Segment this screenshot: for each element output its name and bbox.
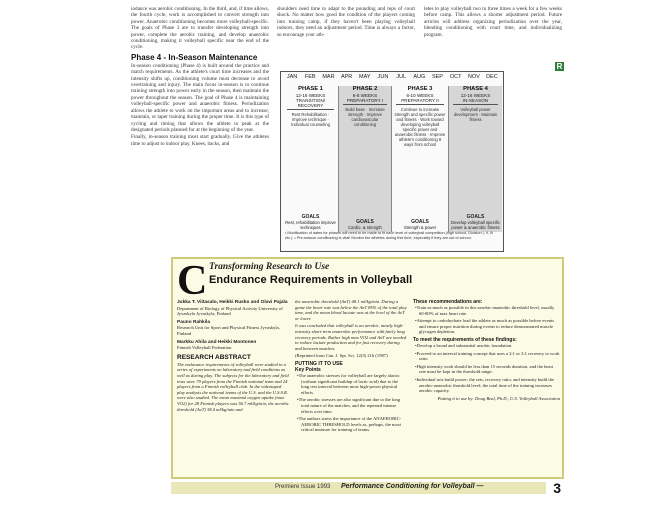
divider [287, 109, 334, 110]
phase-weeks: 12-16 WEEKS [460, 92, 491, 98]
month-label: JAN [286, 74, 298, 80]
month-label: AUG [413, 74, 426, 80]
phase-column-2 [338, 86, 391, 232]
phase-column-1 [283, 86, 338, 232]
abstract-heading: RESEARCH ABSTRACT [177, 353, 251, 361]
month-label: DEC [486, 74, 498, 80]
author-names: Jukka T. Viitasalo, Heikki Rusko and Olavi Pajala [177, 300, 288, 305]
article-paragraph: Finally, in-season training must start gradually. Give the athletes time to adjust to indoor play. Knees, backs, and [131, 134, 269, 147]
month-label: OCT [449, 74, 462, 80]
phase-weeks: 12-16 WEEKS [295, 92, 326, 98]
article-column-2 [277, 6, 415, 72]
finding: • Proceed to an interval training concept that uses a 2:1 or 3:1 recovery to work ratio. [413, 351, 560, 362]
author-names: Pauno Rahkila [177, 319, 211, 325]
finding: • Develop a broad and substantial aerobic foundation. [413, 343, 560, 349]
month-row [283, 74, 501, 84]
month-label: APR [340, 74, 353, 80]
article-end-mark: R [556, 62, 563, 71]
page-number: 3 [553, 480, 561, 496]
article-column-1 [131, 6, 269, 254]
key-point: • The authors stress the importance of the ANAEROBIC-AEROBIC THRESHOLD levels as, perhaps, the most critical measure for training of teams. [295, 416, 407, 433]
recommendation: • Attempt to carbohydrate load the athlete as much as possible before events and ensure proper nutrition during events to reduce demonstrated muscle glycogen depletion. [413, 318, 560, 335]
section-heading: Phase 4 - In-Season Maintenance [131, 52, 258, 62]
author-affiliation: Finnish Volleyball Federation [177, 345, 232, 351]
month-label: NOV [467, 74, 480, 80]
phase-name: PREPARATORY II [401, 97, 439, 103]
feature-column-3 [413, 299, 560, 479]
goals-heading: GOALS [411, 219, 429, 225]
phase-details: Volleyball power development · Maintain fitness [453, 106, 498, 122]
author-block [177, 299, 289, 317]
article-paragraph: shoulders need time to adapt to the pounding and reps of court shock. No matter how good the condition of the players coming into training camp, if they haven't been playing volleyball indoors, they need an adjustment period. Time is always a factor, so encourage your ath- [277, 6, 415, 38]
goals-text: Rest, rehabilitation improve techniques [285, 220, 336, 230]
goals-heading: GOALS [356, 219, 374, 225]
author-block [177, 319, 289, 337]
month-label: MAY [359, 74, 371, 80]
divider [343, 104, 387, 105]
divider [396, 104, 444, 105]
finding: • High intensity work should be less than 15 seconds duration, and the heart rate must be kept in the threshold range. [413, 364, 560, 375]
drop-cap-logo: C [177, 258, 208, 304]
goals-text: Cardio. & strength [348, 225, 382, 230]
feature-column-1 [177, 299, 289, 479]
finding: • Individual sets build power; the sets, recovery ratio, and intensity build the aerobic-anaerobic threshold level; the total time of the training increases aerobic capacity. [413, 377, 560, 394]
phase-goals [449, 214, 502, 230]
phase-goals [392, 219, 448, 230]
goals-heading: GOALS [301, 214, 320, 220]
article-paragraph: letes to play volleyball two to three times a week for a few weeks before camp. This allows a shorter adjustment period. Future articles will address organizing periodization over the year, blending conditioning with court time, and individualizing program. [424, 6, 562, 38]
feature-column-2 [295, 299, 407, 479]
phase-column-4 [448, 86, 502, 232]
article-column-3 [424, 6, 562, 72]
feature-headline: Endurance Requirements in Volleyball [209, 274, 413, 286]
author-affiliation: Department of Biology of Physical Activity University of Jyvaskyla Jyvaskyla, Finland [177, 305, 283, 317]
phase-column-3 [391, 86, 448, 232]
phase-details: Build base · Increase strength · Improve cardiovascular conditioning [345, 106, 385, 127]
author-affiliation: Research Unit for Sport and Physical Fitness Jyvaskyla, Finland [177, 325, 280, 336]
goals-heading: GOALS [466, 214, 485, 220]
requirements-heading: To meet the requirements of these findings: [413, 336, 517, 343]
month-label: JUN [377, 74, 389, 80]
abstract-conclusion: It was concluded that volleyball is an aerobic, mostly high-intensity short-term anaerobic performance with fairly long recovery periods. Rather high max VO2 and AnT are needed to reduce lactate production and for fast recovery during and between matches. [295, 323, 407, 351]
abstract-continuation: the anaerobic threshold (AnT) 48.1 ml/kg/min. During a game the heart rate was below the AnT 85% of the total play time, and the mean blood lactate was at the level of the AeT or lower. [295, 299, 407, 321]
month-label: SEP [431, 74, 443, 80]
key-point: • The anaerobic stresses for volleyball are largely alactic (without significant buildup of lactic acid) due to the long rest interval between most high-power physical efforts. [295, 373, 407, 395]
phase-title: PHASE 4 [463, 86, 488, 92]
abstract-text: The endurance requirements of volleyball were studied in a series of experiments on laboratory and field conditions as well as during play. The subjects for the laboratory and field tests were 79 players from the Finnish national team and 24 players from a Finnish volleyball club. In the videotaped play analysis the national teams of the U.S. and the U.S.S.R. were also studied. The mean maximal oxygen uptake (max VO2) for 28 Finnish players was 56.7 ml/kg/min, the aerobic threshold (AeT) 38.4 ml/kg/min and [177, 361, 289, 412]
article-paragraph: In-season conditioning (Phase 4) is built around the practice and match requirements. As the athlete's court time increases and the intensity shifts up, conditioning volume must decrease to avoid overtraining and injury. The main focus in-season is to continue training strength into power early in the season, then maintain the power throughout the season. The goal of Phase 4 is maintaining volleyball-specific power and anaerobic fitness. Periodization allows the athlete to work on the important areas and to increase, maintain, or taper training during the proper time. It is this type of cycling and timing that allows the athlete to peak at the designated periods planned for at the beginning of the year. [131, 62, 269, 133]
phase-weeks: 6-10 WEEKS [406, 92, 434, 98]
recommendations-heading: These recommendations are: [413, 299, 483, 305]
key-point: • The aerobic stresses are also significant due to the long total nature of the matches, and the repeated intense efforts over time. [295, 397, 407, 414]
abstract-source: (Reprinted from Can. J. Spt. Sci. 12(3) 216 (1987) [295, 353, 388, 359]
month-label: FEB [304, 74, 316, 80]
phase-title: PHASE 1 [298, 86, 323, 92]
phase-name: IN-SEASON [462, 97, 489, 103]
feature-kicker: Transforming Research to Use [209, 262, 330, 272]
research-feature-box [171, 257, 564, 479]
phase-weeks: 6-8 WEEKS [352, 92, 378, 98]
phase-details: Rest Rehabilitation · Improve technique · Individual counseling [291, 112, 330, 128]
author-block [177, 339, 289, 351]
month-label: JUL [396, 74, 406, 80]
signoff: Putting it to use by: Doug Beal, Ph.D., U.S. Volleyball Association [437, 395, 560, 401]
month-label: MAR [322, 74, 335, 80]
phase-title: PHASE 2 [352, 86, 378, 92]
phase-name: TRANSITION/ RECOVERY [295, 97, 326, 108]
page-footer [171, 481, 564, 495]
key-points-heading: Key Points [295, 366, 321, 373]
recommendation: • Train as much as possible in this aerobic-anaerobic threshold level, usually 60-80% of max heart rate. [413, 305, 560, 316]
phase-goals [339, 219, 391, 230]
goals-text: Strength & power [403, 225, 437, 230]
periodization-chart [280, 71, 504, 252]
issue-label: Premiere Issue 1993 [275, 484, 331, 490]
chart-footnotes: • Modification of dates for phases will need to be made to fit each level of volleyball competition (high school, Division I, II, III etc.). • Pre-season conditioning is vital! Monitor the athletes during this time, especially if they are out of school. [285, 231, 494, 240]
article-paragraph: iodance was aerobic conditioning. In the third, and, if time allows, the fourth cycle, work is accomplished to convert strength into power. Anaerobic conditioning becomes more volleyball-specific. The goals of Phase 3 are to transfer developing strength into power, complete the aerobic training, and develop anaerobic conditioning, making it volleyball specific near the end of the cycle. [131, 6, 269, 51]
putting-to-use-heading: PUTTING IT TO USE [295, 360, 343, 367]
divider [453, 104, 498, 105]
goals-text: Develop volleyball specific power & anaerobic fitness [451, 220, 500, 230]
author-names: Markku Ahila and Heikki Montonen [177, 339, 257, 345]
phase-details: Continue to increase strength and specific power and fitness · Work toward developing volleyball specific power and anaerobic fitness · Improve athlete's conditioning 8 ways from school [394, 106, 446, 147]
publication-title: Performance Conditioning for Volleyball — [341, 483, 484, 490]
phase-title: PHASE 3 [407, 86, 433, 92]
phase-goals [283, 214, 338, 230]
phase-name: PREPARATORY I [346, 97, 384, 103]
